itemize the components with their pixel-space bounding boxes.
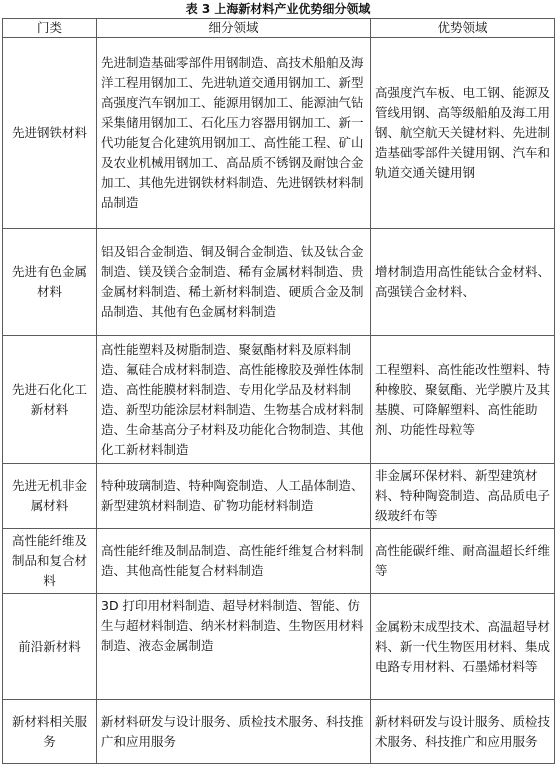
table-row [3, 229, 555, 336]
advantages-cell: 高性能碳纤维、耐高温超长纤维等 [371, 529, 555, 594]
advantages-cell: 新材料研发与设计服务、质检技术服务、科技推广和应用服务 [371, 700, 555, 764]
subfields-cell: 高性能纤维及制品制造、高性能纤维复合材料制造、其他高性能复合材料制造 [97, 529, 371, 594]
table-row [3, 529, 555, 594]
subfields-cell: 铝及铝合金制造、铜及铜合金制造、钛及钛合金制造、镁及镁合金制造、稀有金属材料制造、贵金属材料制造、稀土新材料制造、硬质合金及制品制造、其他有色金属材料制造 [97, 229, 371, 336]
table-row [3, 38, 555, 229]
subfields-cell: 高性能塑料及树脂制造、聚氨酯材料及原料制造、氟硅合成材料制造、高性能橡胶及弹性体制造、高性能膜材料制造、专用化学品及材料制造、新型功能涂层材料制造、生物基合成材料制造、生命基高分子材料及功能化合物制造、其他化工新材料制造 [97, 336, 371, 464]
advantage-table [2, 18, 555, 764]
category-cell: 先进无机非金属材料 [3, 464, 97, 529]
table-header-row [3, 19, 555, 38]
subfields-cell: 先进制造基础零部件用钢制造、高技术船舶及海洋工程用钢加工、先进轨道交通用钢加工、新型高强度汽车钢加工、能源用钢加工、能源油气钻采集储用钢加工、石化压力容器用钢加工、新一代功能复合化建筑用钢加工、高性能工程、矿山及农业机械用钢加工、高品质不锈钢及耐蚀合金加工、其他先进钢铁材料制造、先进钢铁材料制品制造 [97, 38, 371, 229]
category-cell: 先进钢铁材料 [3, 38, 97, 229]
subfields-cell: 3D 打印用材料制造、超导材料制造、智能、仿生与超材料制造、纳米材料制造、生物医用材料制造、液态金属制造 [97, 594, 371, 700]
category-cell: 前沿新材料 [3, 594, 97, 700]
advantages-cell: 工程塑料、高性能改性塑料、特种橡胶、聚氨酯、光学膜片及其基膜、可降解塑料、高性能助剂、功能性母粒等 [371, 336, 555, 464]
table-row [3, 594, 555, 700]
subfields-cell: 新材料研发与设计服务、质检技术服务、科技推广和应用服务 [97, 700, 371, 764]
table-row [3, 700, 555, 764]
table-title: 表 3 上海新材料产业优势细分领域 [185, 2, 371, 16]
subfields-cell: 特种玻璃制造、特种陶瓷制造、人工晶体制造、新型建筑材料制造、矿物功能材料制造 [97, 464, 371, 529]
header-category: 门类 [3, 19, 97, 38]
advantages-cell: 增材制造用高性能钛合金材料、高强镁合金材料、 [371, 229, 555, 336]
category-cell: 新材料相关服务 [3, 700, 97, 764]
category-cell: 先进有色金属材料 [3, 229, 97, 336]
advantages-cell: 非金属环保材料、新型建筑材料、特种陶瓷制造、高品质电子级玻纤布等 [371, 464, 555, 529]
category-cell: 先进石化化工新材料 [3, 336, 97, 464]
table-row [3, 336, 555, 464]
advantages-cell: 金属粉末成型技术、高温超导材料、新一代生物医用材料、集成电路专用材料、石墨烯材料等 [371, 594, 555, 700]
table-row [3, 464, 555, 529]
header-advantages: 优势领域 [371, 19, 555, 38]
header-subfields: 细分领域 [97, 19, 371, 38]
advantages-cell: 高强度汽车板、电工钢、能源及管线用钢、高等级船舶及海工用钢、航空航天关键材料、先进制造基础零部件关键用钢、汽车和轨道交通关键用钢 [371, 38, 555, 229]
category-cell: 高性能纤维及制品和复合材料 [3, 529, 97, 594]
